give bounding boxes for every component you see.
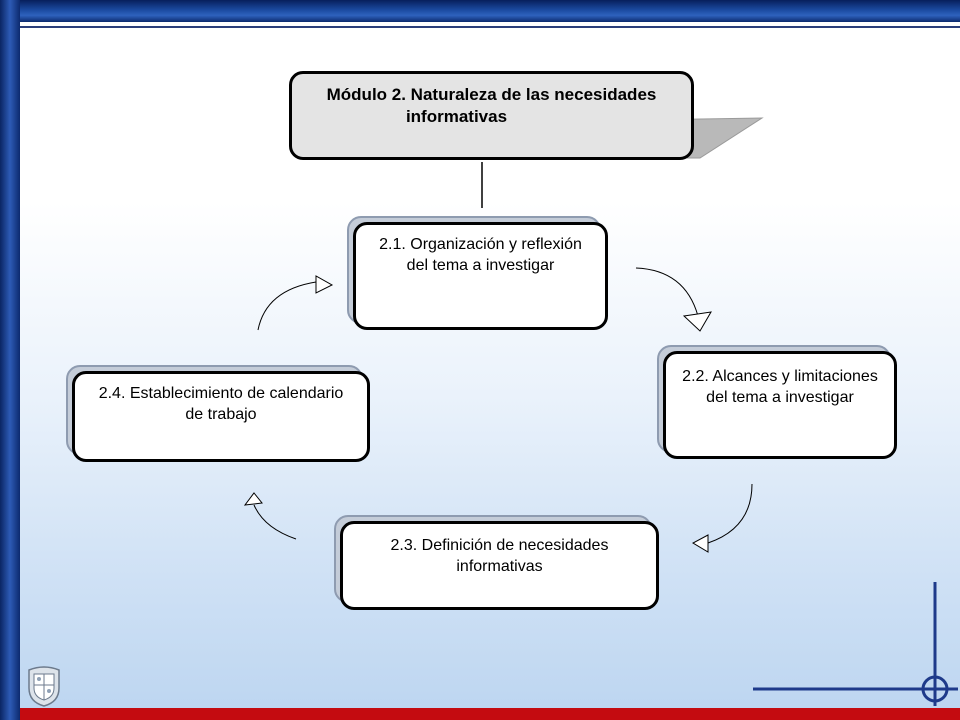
step-2-label: 2.2. Alcances y limitaciones del tema a investigar bbox=[682, 368, 878, 406]
step-1-label: 2.1. Organización y reflexión del tema a investigar bbox=[379, 236, 582, 274]
module-title-line1: Módulo 2. Naturaleza de las necesidades bbox=[326, 85, 657, 104]
module-title-line2: informativas bbox=[405, 107, 508, 126]
step-3-label: 2.3. Definición de necesidades informativas bbox=[390, 537, 609, 575]
step-4-label: 2.4. Establecimiento de calendario de trabajo bbox=[98, 385, 344, 423]
coat-of-arms-icon bbox=[25, 664, 63, 708]
